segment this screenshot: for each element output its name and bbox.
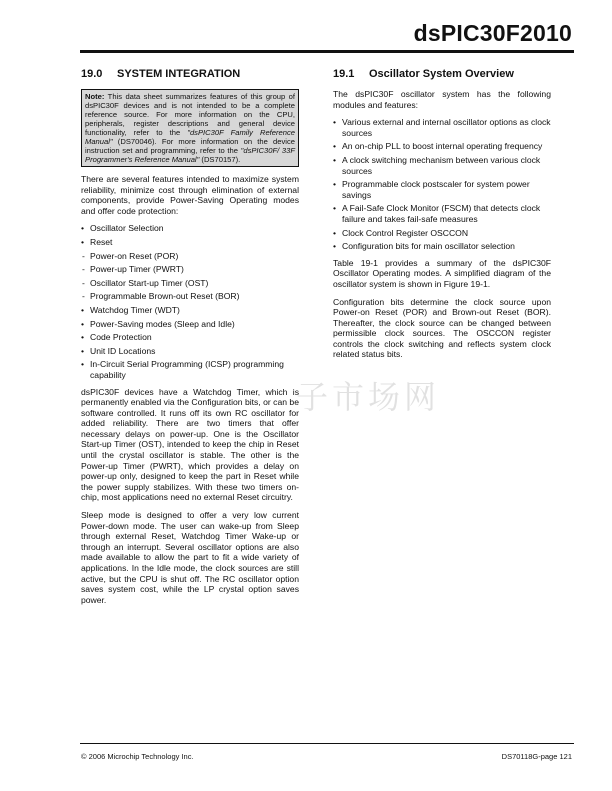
copyright: © 2006 Microchip Technology Inc. [81, 752, 194, 761]
note-ref-programmers-manual: "dsPIC30F/ 33F Programmer's Reference Manual" [85, 146, 296, 164]
oscillator-feature-list [333, 117, 551, 252]
sub-list-item: - Oscillator Start-up Timer (OST) [81, 278, 299, 289]
list-item: • A Fail-Safe Clock Monitor (FSCM) that detects clock failure and takes fail-safe measures [333, 203, 551, 224]
section-heading-19-1 [333, 68, 551, 81]
note-box [81, 89, 299, 167]
list-item: • In-Circuit Serial Programming (ICSP) programming capability [81, 359, 299, 380]
left-column [81, 68, 299, 612]
page-number: DS70118G-page 121 [501, 752, 572, 761]
list-item: • Various external and internal oscillator options as clock sources [333, 117, 551, 138]
section-heading-19-0 [81, 68, 299, 81]
list-item: • Code Protection [81, 332, 299, 343]
section-number: 19.0 [81, 68, 103, 80]
list-item: • Watchdog Timer (WDT) [81, 305, 299, 316]
section-title: SYSTEM INTEGRATION [117, 68, 241, 80]
list-item: • An on-chip PLL to boost internal operating frequency [333, 141, 551, 152]
watermark: 子市场网 [296, 378, 441, 416]
list-item: • A clock switching mechanism between various clock sources [333, 155, 551, 176]
watchdog-paragraph: dsPIC30F devices have a Watchdog Timer, which is permanently enabled via the Configuration bits, or can be software controlled. It runs off its own RC oscillator for added reliability. There are two timers that offer necessary delays on power-up. One is the Oscillator Start-up Timer (OST), intended to keep the chip in Reset until the crystal oscillator is stable. The other is the Power-up Timer (PWRT), which provides a delay on power-up only, designed to keep the part in Reset while the power supply stabilizes. With these two timers on-chip, most applications need no external Reset circuitry. [81, 386, 299, 503]
configuration-paragraph: Configuration bits determine the clock source upon Power-on Reset (POR) and Brown-out Reset (BOR). Thereafter, the clock source can be changed between permissible clock sources. The OSCCON register controls the clock switching and reflects system clock related status bits. [333, 296, 551, 360]
intro-paragraph: There are several features intended to maximize system reliability, minimize cost through elimination of external components, provide Power-Saving Operating modes and offer code protection: [81, 174, 299, 216]
list-item: • Programmable clock postscaler for system power savings [333, 179, 551, 200]
list-item: • Power-Saving modes (Sleep and Idle) [81, 319, 299, 330]
note-text-a: This data sheet summarizes features of this group of dsPIC30F devices and is not intended to be a complete reference source. For more information on the CPU, peripherals, register descriptions and general device functionality, refer to the [85, 92, 295, 137]
sub-list-item: - Programmable Brown-out Reset (BOR) [81, 291, 299, 302]
note-text-b: (DS70046). For more information on the device instruction set and programming, refer to the [85, 137, 295, 155]
sub-list-item: - Power-on Reset (POR) [81, 251, 299, 262]
table-reference-paragraph: Table 19-1 provides a summary of the dsPIC30F Oscillator Operating modes. A simplified diagram of the oscillator system is shown in Figure 19-1. [333, 257, 551, 289]
right-column [333, 68, 551, 367]
document-title: dsPIC30F2010 [413, 20, 572, 46]
section-title: Oscillator System Overview [369, 68, 514, 80]
overview-intro: The dsPIC30F oscillator system has the following modules and features: [333, 89, 551, 110]
footer-rule [80, 743, 574, 744]
note-text-c: (DS70157). [199, 155, 241, 164]
list-item: • Oscillator Selection [81, 223, 299, 234]
feature-list [81, 223, 299, 380]
note-ref-family-manual: "dsPIC30F Family Reference Manual" [85, 128, 296, 146]
list-item: • Clock Control Register OSCCON [333, 228, 551, 239]
header-rule [80, 50, 574, 53]
section-number: 19.1 [333, 68, 355, 80]
list-item: • Configuration bits for main oscillator selection [333, 241, 551, 252]
sub-list-item: - Power-up Timer (PWRT) [81, 264, 299, 275]
note-label: Note: [85, 92, 105, 101]
sleep-paragraph: Sleep mode is designed to offer a very low current Power-down mode. The user can wake-up from Sleep through external Reset, Watchdog Timer Wake-up or through an interrupt. Several oscillator options are also made available to allow the part to fit a wide variety of applications. In the Idle mode, the clock sources are still active, but the CPU is shut off. The RC oscillator option saves system cost, while the LP crystal option saves power. [81, 510, 299, 605]
list-item: • Unit ID Locations [81, 346, 299, 357]
list-item: • Reset [81, 237, 299, 248]
